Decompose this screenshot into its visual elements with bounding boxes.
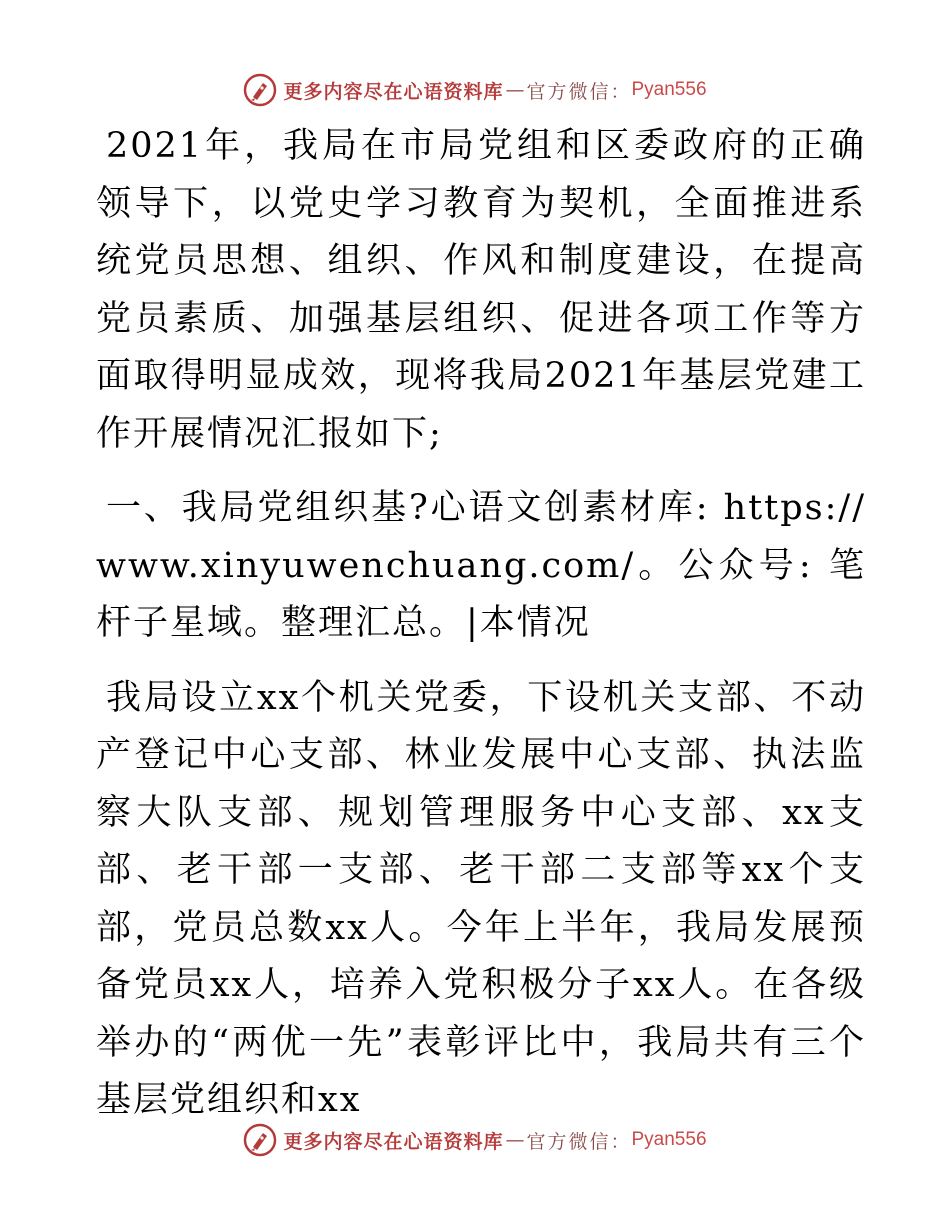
watermark-text: 更多内容尽在心语资料库 [283, 1130, 504, 1153]
watermark-wechat-id: Pyan556 [631, 79, 707, 100]
paragraph-intro: 2021年，我局在市局党组和区委政府的正确领导下，以党史学习教育为契机，全面推进系统党员思想、组织、作风和制度建设，在提高党员素质、加强基层组织、促进各项工作等方面取得明显成效，现将我局2021年基层党建工作开展情况汇报如下; [96, 126, 866, 454]
paragraph-details: 我局设立xx个机关党委，下设机关支部、不动产登记中心支部、林业发展中心支部、执法监察大队支部、规划管理服务中心支部、xx支部、老干部一支部、老干部二支部等xx个支部，党员总数xx人。今年上半年，我局发展预备党员xx人，培养入党积极分子xx人。在各级举办的“两优一先”表彰评比中，我局共有三个基层党组织和xx [96, 677, 866, 1120]
watermark-dash: — [505, 1129, 525, 1151]
watermark-dash: — [505, 79, 525, 101]
watermark-text: 更多内容尽在心语资料库 [283, 80, 504, 103]
header-watermark [0, 70, 950, 110]
watermark-wechat-id: Pyan556 [631, 1129, 707, 1150]
pen-nib-logo-icon [243, 73, 277, 107]
footer-watermark [0, 1120, 950, 1160]
pen-nib-logo-icon [243, 1123, 277, 1157]
paragraph-section-heading: 一、我局党组织基?心语文创素材库: https://www.xinyuwenchuang.com/。公众号: 笔杆子星域。整理汇总。|本情况 [96, 488, 866, 643]
watermark-wechat-label: 官方微信： [526, 1130, 632, 1153]
document-body [96, 118, 866, 1130]
watermark-wechat-label: 官方微信： [526, 80, 632, 103]
